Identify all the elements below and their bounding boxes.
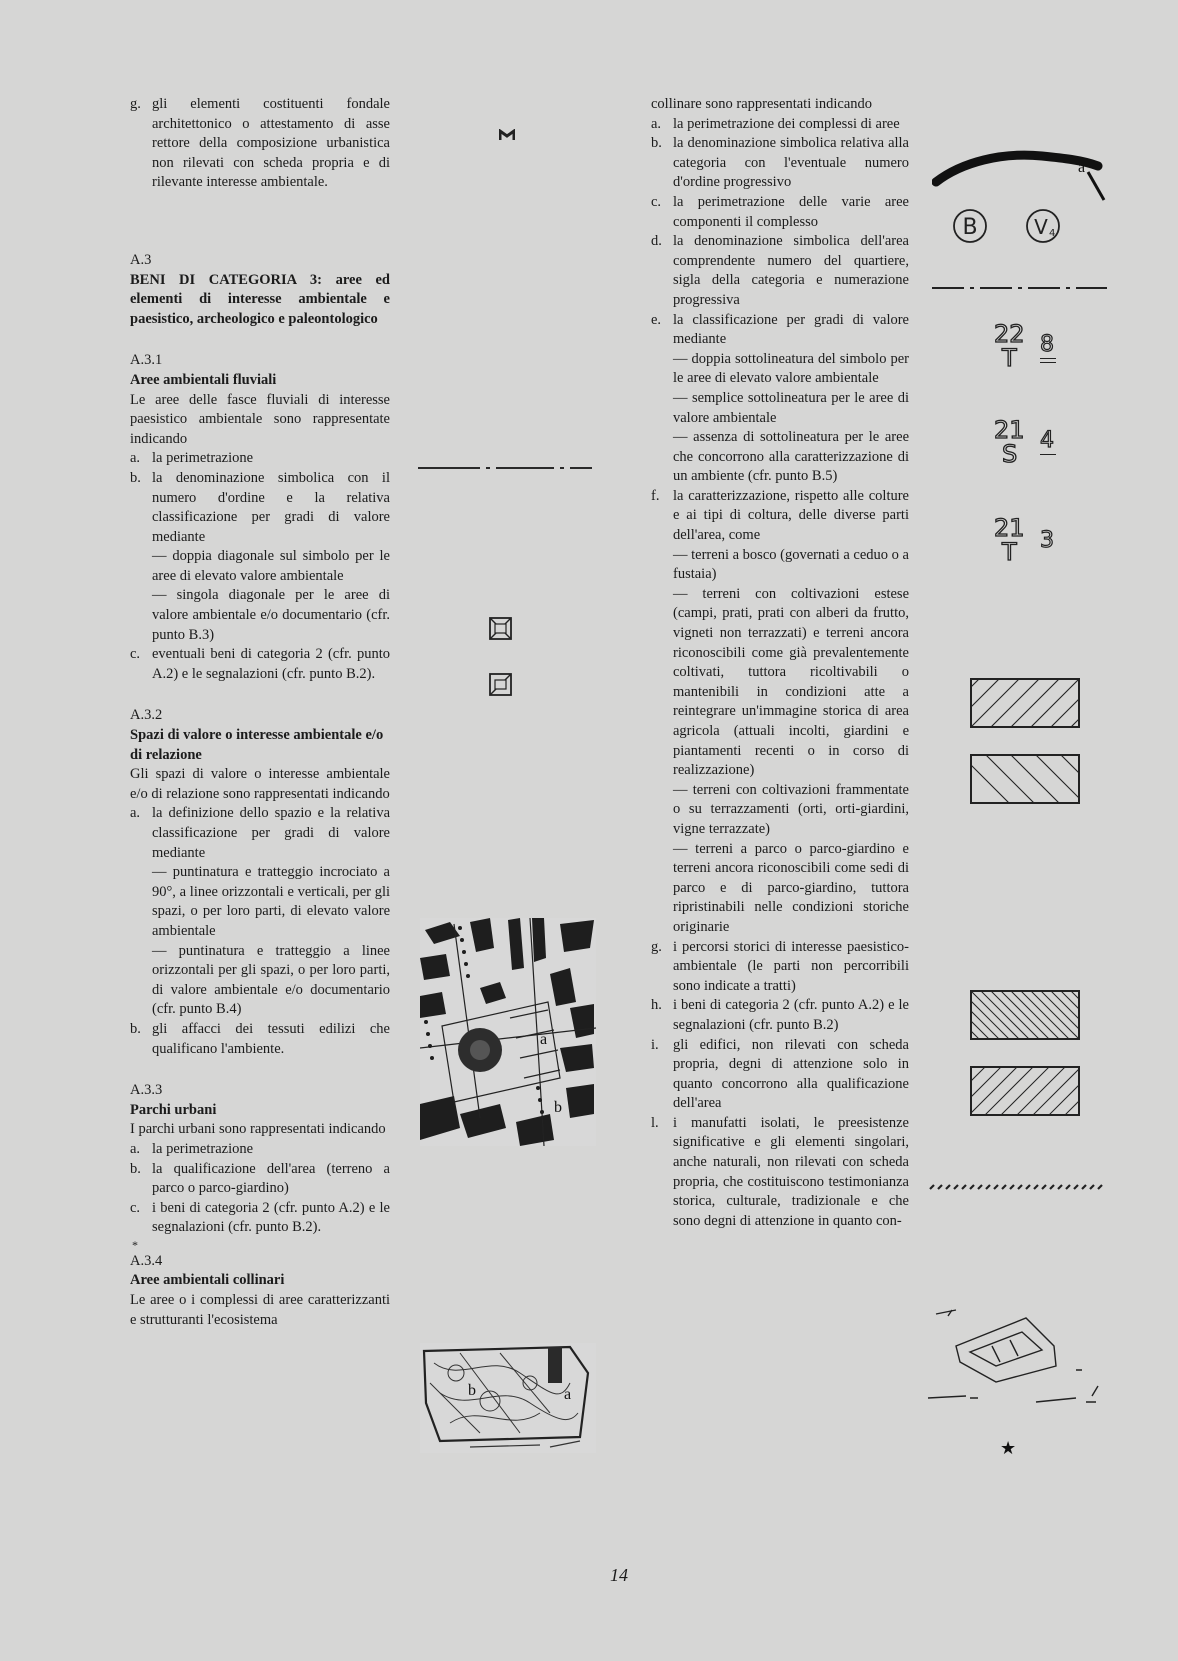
list-item: c. i beni di categoria 2 (cfr. punto A.2) e le segnalazioni (cfr. punto B.2). [130, 1199, 390, 1236]
item-text: gli elementi costituenti fondale architettonico o attestamento di asse rettore della composizione urbanistica non rilevati con scheda propria e di rilevante interesse ambientale. [152, 96, 390, 191]
section-intro: I parchi urbani sono rappresentati indicando [130, 1121, 386, 1138]
star-marker-icon: ★ [1000, 1438, 1017, 1459]
symbol-label-a: a [1078, 159, 1086, 176]
svg-text:4: 4 [1049, 228, 1056, 239]
section-intro: Le aree o i complessi di aree caratterizzanti e strutturanti l'ecosistema [130, 1292, 390, 1328]
extensive-cultivation-hatch-swatch [970, 754, 1080, 804]
list-item: e. la classificazione per gradi di valore mediante — doppia sottolineatura del simbolo per le aree di elevato valore ambientale — semplice sottolineatura per le aree di valore ambientale — assenza di sottolineatura per le aree che concorrono alla caratterizzazione di un ambiente (cfr. punto B.5) [651, 311, 909, 485]
urban-space-map [420, 918, 596, 1146]
single-diagonal-symbol-icon [489, 673, 513, 702]
park-label-a: a [564, 1386, 572, 1403]
historic-path-symbol [928, 1183, 1108, 1191]
buildings-sketch-symbol [926, 1306, 1110, 1406]
section-number: A.3.1 [130, 352, 163, 369]
map-label-a: a [540, 1031, 548, 1048]
list-item: a. la perimetrazione dei complessi di aree [651, 115, 900, 132]
section-intro: Gli spazi di valore o interesse ambientale e/o di relazione sono rappresentati indicando [130, 766, 390, 802]
complex-perimeter-symbol [932, 142, 1106, 206]
section-number: A.3.3 [130, 1082, 163, 1099]
park-map [420, 1343, 596, 1453]
list-item: d. la denominazione simbolica dell'area comprendente numero del quartiere, sigla della categoria e numerazione progressiva [651, 233, 909, 308]
right-column [651, 95, 909, 1231]
list-item: a. la perimetrazione [130, 450, 254, 467]
asterisk-mark: * [132, 1237, 138, 1252]
list-item [130, 95, 390, 193]
component-perimeter-dash [932, 285, 1107, 291]
corner-mark-icon [499, 128, 515, 146]
circle-v-symbol [1024, 207, 1062, 250]
item-letter: g. [130, 96, 141, 112]
forest-hatch-swatch [970, 678, 1080, 728]
left-column [130, 95, 390, 1330]
map-label-b: b [554, 1099, 562, 1116]
section-heading: Parchi urbani [130, 1101, 217, 1118]
list-item: b. la denominazione simbolica con il numero d'ordine e la relativa classificazione per gradi di valore mediante — doppia diagonale sul simbolo per le aree di elevato valore ambientale — singola diagonale per le aree di valore ambientale e/o documentario (cfr. punto B.3) [130, 469, 390, 643]
list-item: h. i beni di categoria 2 (cfr. punto A.2) e le segnalazioni (cfr. punto B.2) [651, 997, 909, 1033]
list-item: a. la definizione dello spazio e la relativa classificazione per gradi di valore mediante — puntinatura e tratteggio incrociato a 90°, a linee orizzontali e verticali, per gli spazi, o per loro parti, di elevato valore ambientale — puntinatura e tratteggio a linee orizzontali per gli spazi, o per loro parti, di valore ambientale e/o documentario (cfr. punto B.4) [130, 805, 390, 1018]
section-heading: Aree ambientali fluviali [130, 371, 277, 388]
svg-text:V: V [1034, 215, 1048, 239]
section-intro: Le aree delle fasce fluviali di interesse paesistico ambientale sono rappresentate indicando [130, 391, 390, 447]
section-heading: Spazi di valore o interesse ambientale e/o di relazione [130, 727, 384, 763]
park-label-b: b [468, 1382, 476, 1399]
perimeter-dash [418, 467, 480, 469]
list-item: a. la perimetrazione [130, 1140, 254, 1157]
fragmented-cultivation-hatch-swatch [970, 990, 1080, 1040]
section-number: A.3.4 [130, 1252, 163, 1269]
list-item: f. la caratterizzazione, rispetto alle colture e ai tipi di coltura, delle diverse parti dell'area, come — terreni a bosco (governati a ceduo o a fustaia) — terreni con coltivazioni estese (campi, prati, prati con alberi da frutto, vigneti non terrazzati) e terreni ancora riconoscibili come già prevalentemente coltivati, tuttora ricoltivabili o mantenibili in condizioni atte a reintegrare un'immagine storica di area agricola (attuali incolti, giardini e piantamenti recenti o in corso di realizzazione) — terreni con coltivazioni frammentate o su terrazzamenti (orti, orti-giardini, vigne terrazzate) — terreni a parco o parco-giardino e terreni ancora riconoscibili come sedi di parco e di parco-giardino, tuttora ripristinabili nelle condizioni storiche originarie [651, 487, 909, 935]
section-number: A.3.2 [130, 707, 163, 724]
list-item: c. la perimetrazione delle varie aree componenti il complesso [651, 193, 909, 230]
section-heading: BENI DI CATEGORIA 3: aree ed elementi di interesse ambientale e paesistico, archeologico e paleontologico [130, 271, 390, 327]
list-item: c. eventuali beni di categoria 2 (cfr. punto A.2) e le segnalazioni (cfr. punto B.2). [130, 646, 390, 682]
section-heading: Aree ambientali collinari [130, 1272, 285, 1289]
double-diagonal-symbol-icon [489, 617, 513, 646]
park-land-hatch-swatch [970, 1066, 1080, 1116]
circle-b-symbol [951, 207, 989, 250]
page-number: 14 [610, 1565, 628, 1585]
list-item: g. i percorsi storici di interesse paesistico-ambientale (le parti non percorribili sono indicate a tratti) [651, 938, 909, 994]
list-item: b. la denominazione simbolica relativa alla categoria con l'eventuale numero d'ordine progressivo [651, 135, 909, 191]
list-item: i. gli edifici, non rilevati con scheda propria, degni di attenzione solo in quanto concorrono alla qualificazione dell'area [651, 1036, 909, 1112]
section-number: A.3 [130, 251, 152, 268]
document-page: g. gli elementi costituenti fondale architettonico o attestamento di asse rettore della composizione urbanistica non rilevati con scheda propria e di rilevante interesse ambientale. A.3 BENI DI CATEGORIA 3: aree ed elementi di interesse ambientale e paesistico, archeologico e paleontologico A.3.1 Aree ambientali fluviali Le aree delle fasce fluviali di interesse paesistico ambientale sono rappresentate indicando a. la perimetrazione b. la denominazione simbolica con il numero d'ordine e la relativa classificazione per gradi di valore mediante — doppia diagonale sul simbolo per le aree di elevato valore ambientale — singola diagonale per le aree di valore ambientale e/o documentario (cfr. punto B.3) c. eventuali beni di categoria 2 (cfr. punto A.2) e le segnalazioni (cfr. punto B.2). A.3.2 Spazi di valore o interesse ambientale e/o di relazione Gli spazi di valore o interesse ambientale e/o di relazione sono rappresentati indicando a. la definizione dello spazio e la relativa classificazione per gradi di valore mediante — puntinatura e tratteggio incrociato a 90°, a linee orizzontali e verticali, per gli spazi, o per loro parti, di elevato valore ambientale — puntinatura e tratteggio a linee orizzontali per gli spazi, o per loro parti, di valore ambientale e/o documentario (cfr. punto B.4) b. gli affacci dei tessuti edilizi che qualificano l'ambiente. A.3.3 Parchi urbani I parchi urbani sono rappresentati indicando a. la perimetrazione b. la qualificazione dell'area (terreno a parco o parco-giardino) c. i beni di categoria 2 (cfr. punto A.2) e le segnalazioni (cfr. punto B.2). * A.3.4 Aree ambientali collinari Le aree o i complessi di aree caratterizzanti e strutturanti l'ecosistema a b b a collinare sono rappresentati indicando a. la perimetrazione dei complessi di aree b. la denominazione simbolica relativa alla categoria con l'eventuale numero d'ordine progressivo c. la perimetrazione delle varie aree componenti il complesso d. la denominazione simbolica dell'area comprendente numero del quartiere, sigla della categoria e numerazione progressiva e. la classificazione per gradi di valore mediante — doppia sottolineatura del simbolo per le aree di elevato valore ambientale — semplice sottolineatura per le aree di valore ambientale — assenza di sottolineatura per le aree che concorrono alla caratterizzazione di un ambiente (cfr. punto B.5) f. la caratterizzazione, rispetto alle colture e ai tipi di coltura, delle diverse parti dell'area, come — terreni a bosco (governati a ceduo o a fustaia) — terreni con coltivazioni estese (campi, prati, prati con alberi da frutto, vigneti non terrazzati) e terreni ancora riconoscibili come già prevalentemente coltivati, tuttora ricoltivabili o mantenibili in condizioni atte a reintegrare un'immagine storica di area agricola (attuali incolti, giardini e piantamenti recenti o in corso di realizzazione) — terreni con coltivazioni frammentate o su terrazzamenti (orti, orti-giardini, vigne terrazzate) — terreni a parco o parco-giardino e terreni ancora riconoscibili come sedi di parco e di parco-giardino, tuttora ripristinabili nelle condizioni storiche originarie g. i percorsi storici di interesse paesistico-ambientale (le parti non percorribili sono indicate a tratti) h. i beni di categoria 2 (cfr. punto A.2) e le segnalazioni (cfr. punto B.2) i. gli edifici, non rilevati con scheda propria, degni di attenzione solo in quanto concorrono alla qualificazione dell'area l. i manufatti isolati, le preesistenze significative e gli elementi singolari, anche naturali, non rilevati con scheda propria, che costituiscono testimonianza storica, culturale, tradizionale e che sono degni di attenzione in quanto con- a B V 4 22 T 8 21 S 4 21 T 3 ★ 14 [0, 0, 1178, 1661]
column-intro: collinare sono rappresentati indicando [651, 96, 873, 112]
list-item: l. i manufatti isolati, le preesistenze significative e gli elementi singolari, anche naturali, non rilevati con scheda propria, che costituiscono testimonianza storica, culturale, tradizionale e che sono degni di attenzione in quanto con- [651, 1114, 909, 1229]
svg-text:B: B [962, 215, 978, 240]
list-item: b. gli affacci dei tessuti edilizi che qualificano l'ambiente. [130, 1020, 390, 1057]
list-item: b. la qualificazione dell'area (terreno a parco o parco-giardino) [130, 1160, 390, 1197]
